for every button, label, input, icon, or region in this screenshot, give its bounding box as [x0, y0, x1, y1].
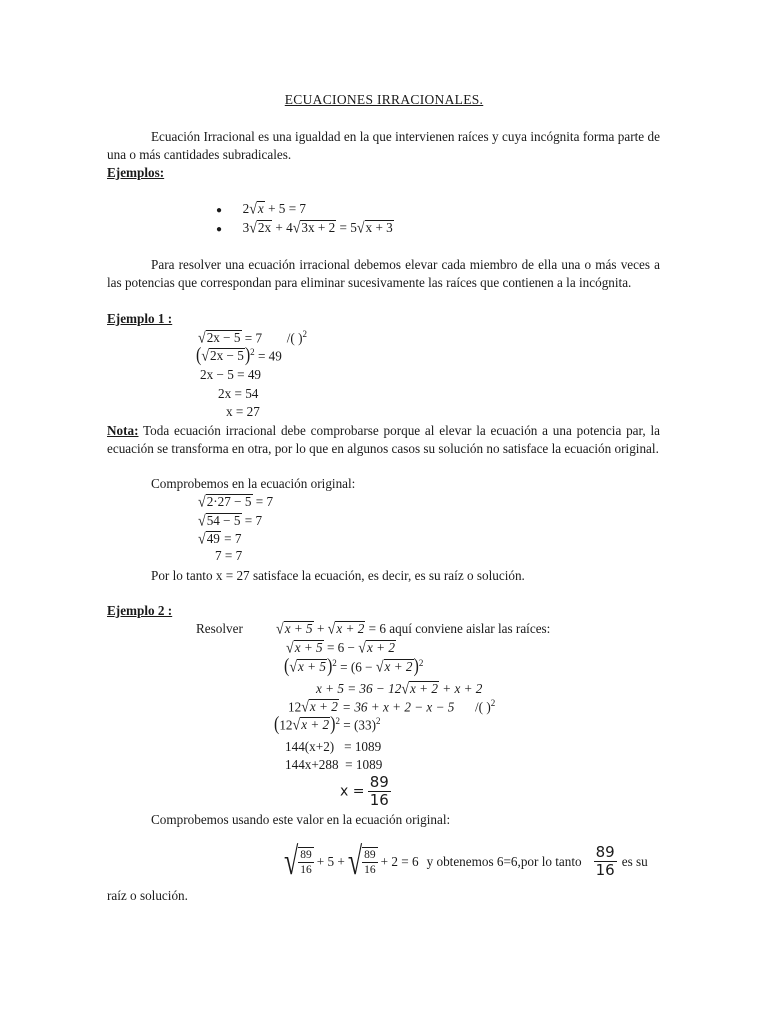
intro-paragraph [107, 128, 660, 164]
result-fraction: $\frac{89}{16}$ [369, 773, 389, 809]
check1-line2: √54 − 5 = 7 [198, 513, 263, 530]
example-2: ● 3√2x + 4√3x + 2 = 5√x + 3 [216, 220, 393, 237]
example-1-radicand: x [257, 201, 264, 216]
ej1-line2: $(√2x - 5)^2 = 49$ [196, 345, 282, 367]
check1-line3: √49 = 7 [198, 531, 242, 548]
nota-paragraph: Nota: Toda ecuación irracional debe comprobarse porque al elevar la ecuación a una potencia par, la ecuación se transforma en otra, por lo que en algunos casos su solución no satisface la ecuación original. [107, 423, 660, 456]
intro-term: Ecuación Irracional [151, 129, 255, 144]
intro-text: es una igualdad en la que intervienen raíces y cuya incógnita forma parte de una o más cantidades subradicales. [107, 129, 660, 162]
ej2-step3: x + 5 = 36 − 12√x + 2 + x + 2 [316, 681, 483, 698]
ejemplo1-heading: Ejemplo 1 : [107, 311, 173, 326]
ej2-result: x = $\frac{89}{16}$ [340, 773, 389, 809]
check1-line4: 7 = 7 [215, 548, 243, 563]
check2-intro: Comprobemos usando este valor en la ecuación original: [151, 812, 451, 827]
method-paragraph: Para resolver una ecuación irracional debemos elevar cada miembro de ella una o más veces a las potencias que correspondan para eliminar sucesivamente las raíces que contienen a la incógnita. [107, 257, 660, 290]
page-title: ECUACIONES IRRACIONALES. [284, 92, 484, 107]
nota-label: Nota: [107, 423, 139, 438]
ejemplo2-heading: Ejemplo 2 : [107, 603, 173, 618]
ej1-line3: 2x − 5 = 49 [200, 367, 262, 382]
bullet-icon: ● [216, 205, 223, 216]
example-1: ● 2√x + 5 = 7 [216, 201, 307, 218]
ej2-step1: √x + 5 = 6 − √x + 2 [286, 640, 395, 657]
ej2-equation: √x + 5 + √x + 2 = 6 aquí conviene aislar las raíces: [276, 621, 551, 638]
check2-fraction: $\frac{89}{16}$ [595, 843, 615, 879]
ej2-step2: $(√x + 5)^2 = (6 - √x + 2)^2$ [284, 656, 424, 678]
check1-conclusion: Por lo tanto x = 27 satisface la ecuación, es decir, es su raíz o solución. [151, 568, 525, 583]
bullet-icon: ● [216, 224, 223, 235]
ej1-line5: x = 27 [226, 404, 260, 419]
check2-end: raíz o solución. [107, 888, 188, 903]
resolver-label: Resolver [196, 621, 243, 636]
ej2-step6: 144(x+2) = 1089 [285, 739, 382, 754]
ej2-step4: 12√x + 2 = 36 + x + 2 − x − 5 /( )$^2$ [288, 698, 496, 717]
check1-intro: Comprobemos en la ecuación original: [151, 476, 356, 491]
check2-equation: √ $\frac{89}{16}$ + 5 + √ $\frac{89}{16}$ + 2 = 6 y obtenemos 6=6,por lo tanto $\frac{89}{16}$ es su [284, 839, 648, 883]
ej1-line1: √2x − 5 = 7 /( )$^2$ [198, 329, 307, 348]
ej2-step7: 144x+288 = 1089 [285, 757, 383, 772]
ej1-line4: 2x = 54 [218, 386, 259, 401]
check1-line1: √2·27 − 5 = 7 [198, 494, 274, 511]
ejemplos-heading: Ejemplos: [107, 165, 165, 180]
ej2-step5: $(12√x + 2)^2 = (33)^2$ [274, 714, 381, 736]
